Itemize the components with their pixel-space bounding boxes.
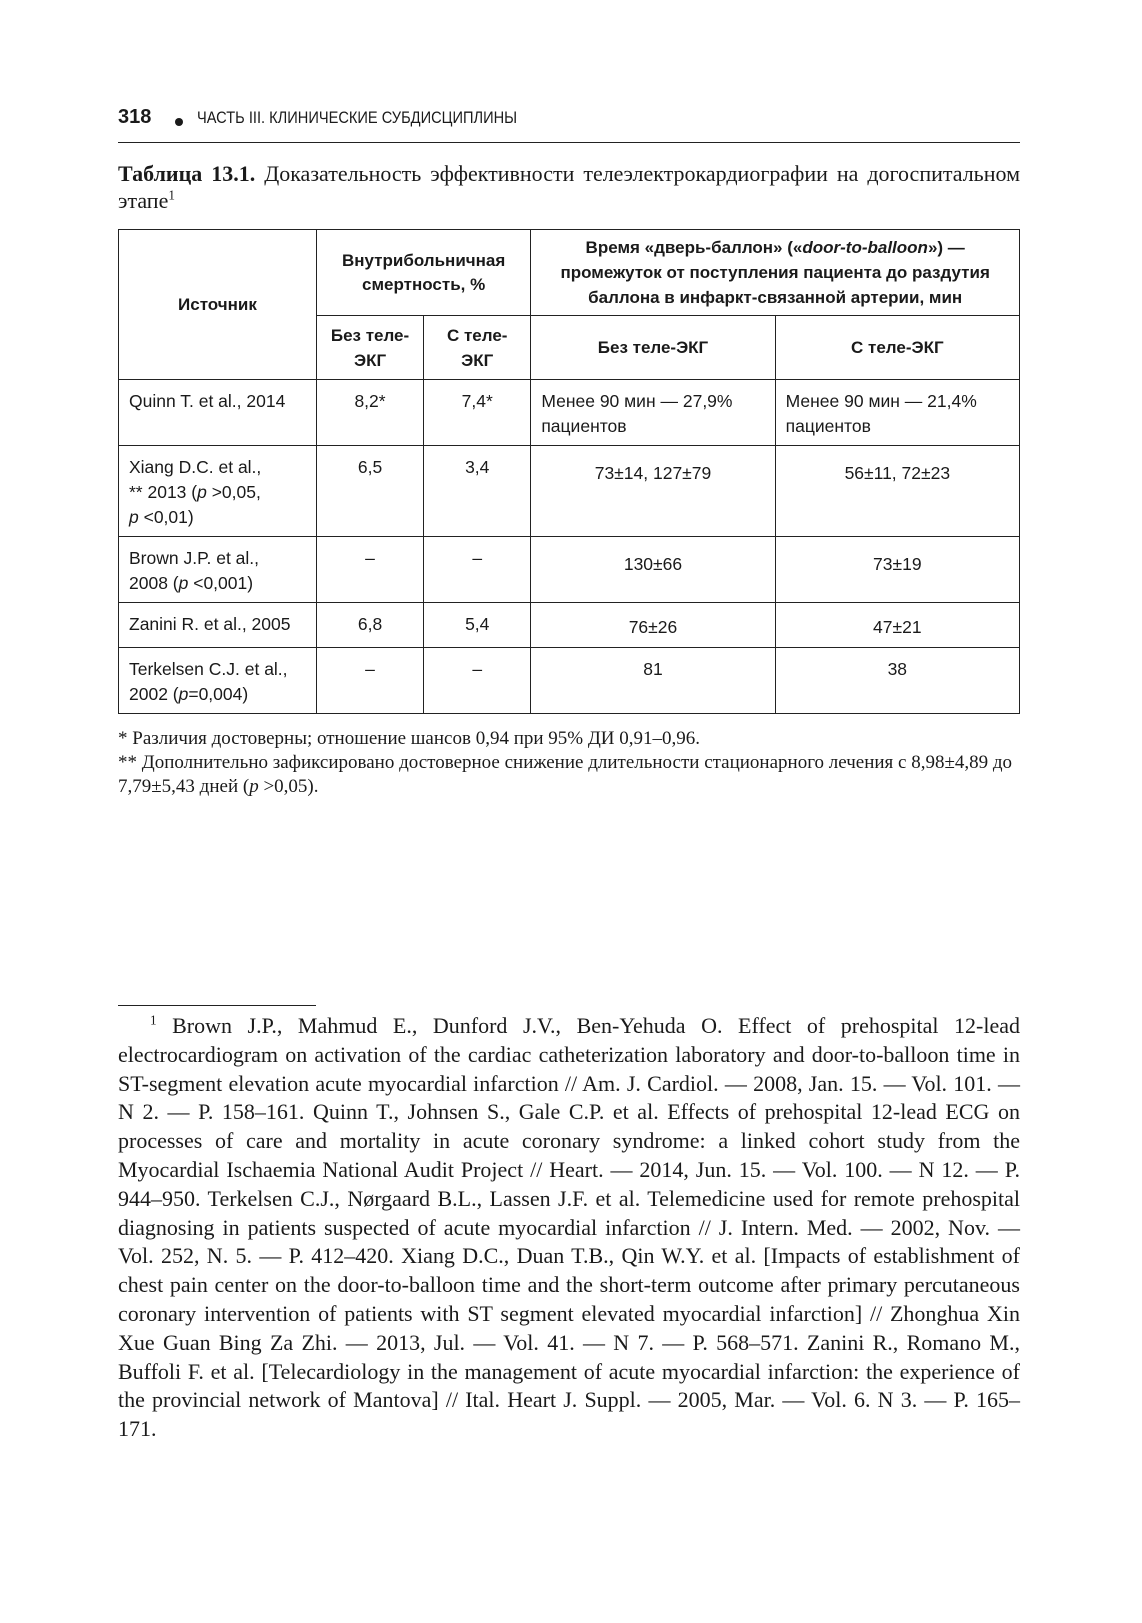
row-time-with: 47±21 xyxy=(775,603,1019,648)
row-time-without: 130±66 xyxy=(531,537,775,603)
running-header xyxy=(118,102,1020,143)
header-door-to-balloon: Время «дверь-баллон» («door-to-balloon») — промежуток от поступления пациента до раздутия баллона в инфаркт-связанной артерии, мин xyxy=(531,230,1020,316)
subheader-mort-without: Без теле-ЭКГ xyxy=(316,316,423,380)
footnote-ref: 1 xyxy=(168,187,175,203)
table-notes xyxy=(118,727,1020,799)
row-mort-with: 7,4* xyxy=(424,380,531,446)
table-header-row xyxy=(119,230,1020,316)
page-number: 318 xyxy=(118,106,152,128)
footnote-text: Brown J.P., Mahmud E., Dunford J.V., Ben-Yehuda O. Effect of prehospital 12-lead electrocardiogram on activation of the cardiac catheterization laboratory and door-to-balloon time in ST-segment elevation acute myocardial infarction // Am. J. Cardiol. — 2008, Jan. 15. — Vol. 101. — N 2. — P. 158–161. Quinn T., Johnsen S., Gale C.P. et al. Effects of prehospital 12-lead ECG on processes of care and mortality in acute coronary syndrome: a linked cohort study from the Myocardial Ischaemia National Audit Project // Heart. — 2014, Jun. 15. — Vol. 100. — N 12. — P. 944–950. Terkelsen C.J., Nørgaard B.L., Lassen J.F. et al. Telemedicine used for remote prehospital diagnosing in patients suspected of acute myocardial infarction // J. Intern. Med. — 2002, Nov. — Vol. 252, N. 5. — P. 412–420. Xiang D.C., Duan T.B., Qin W.Y. et al. [Impacts of establishment of chest pain center on the door-to-balloon time and the short-term outcome after primary percutaneous coronary intervention of patients with ST segment elevated myocardial infarction] // Zhonghua Xin Xue Guan Bing Za Zhi. — 2013, Jul. — Vol. 41. — N 7. — P. 568–571. Zanini R., Romano M., Buffoli F. et al. [Telecardiology in the management of acute myocardial infarction: the experience of the provincial network of Mantova] // Ital. Heart J. Suppl. — 2005, Mar. — Vol. 6. N 3. — P. 165–171. xyxy=(118,1013,1020,1442)
table-row xyxy=(119,537,1020,603)
subheader-time-with: С теле-ЭКГ xyxy=(775,316,1019,380)
row-time-without: 81 xyxy=(531,648,775,714)
row-time-with: Менее 90 мин — 21,4% пациентов xyxy=(775,380,1019,446)
row-time-with: 38 xyxy=(775,648,1019,714)
table-row xyxy=(119,380,1020,446)
subheader-time-without: Без теле-ЭКГ xyxy=(531,316,775,380)
row-mort-without: 8,2* xyxy=(316,380,423,446)
header-source: Источник xyxy=(119,230,317,380)
row-mort-without: – xyxy=(316,537,423,603)
row-mort-without: 6,8 xyxy=(316,603,423,648)
row-source: Terkelsen C.J. et al., 2002 (p=0,004) xyxy=(119,648,317,714)
bullet-icon xyxy=(175,118,183,126)
note-significance: * Различия достоверны; отношение шансов 0,94 при 95% ДИ 0,91–0,96. xyxy=(118,728,701,749)
row-mort-with: 3,4 xyxy=(424,446,531,537)
footnote-divider xyxy=(118,1005,316,1006)
header-mortality: Внутрибольничная смертность, % xyxy=(316,230,530,316)
table-row xyxy=(119,648,1020,714)
footnote xyxy=(118,1012,1020,1444)
row-mort-with: – xyxy=(424,648,531,714)
row-source: Quinn T. et al., 2014 xyxy=(119,380,317,446)
row-time-without: 76±26 xyxy=(531,603,775,648)
row-time-with: 73±19 xyxy=(775,537,1019,603)
row-source: Brown J.P. et al., 2008 (p <0,001) xyxy=(119,537,317,603)
row-time-with: 56±11, 72±23 xyxy=(775,446,1019,537)
table-row xyxy=(119,446,1020,537)
row-time-without: Менее 90 мин — 27,9% пациентов xyxy=(531,380,775,446)
row-mort-with: – xyxy=(424,537,531,603)
part-title: ЧАСТЬ III. КЛИНИЧЕСКИЕ СУБДИСЦИПЛИНЫ xyxy=(197,108,518,127)
row-mort-without: – xyxy=(316,648,423,714)
subheader-mort-with: С теле-ЭКГ xyxy=(424,316,531,380)
table-label: Таблица 13.1. xyxy=(118,161,256,186)
evidence-table xyxy=(118,229,1020,714)
door-to-balloon-term: door-to-balloon xyxy=(802,238,928,257)
row-source: Xiang D.C. et al., ** 2013 (p >0,05, p <0,01) xyxy=(119,446,317,537)
row-time-without: 73±14, 127±79 xyxy=(531,446,775,537)
table-caption xyxy=(118,160,1020,214)
note-hospital-stay: ** Дополнительно зафиксировано достоверное снижение длительности стационарного лечения с 8,98±4,89 до 7,79±5,43 дней (p >0,05). xyxy=(118,752,1013,797)
footnote-marker: 1 xyxy=(150,1012,157,1028)
table-title: Доказательность эффективности телеэлектрокардиографии на догоспитальном этапе xyxy=(118,161,1020,213)
row-mort-without: 6,5 xyxy=(316,446,423,537)
row-source: Zanini R. et al., 2005 xyxy=(119,603,317,648)
row-mort-with: 5,4 xyxy=(424,603,531,648)
table-row xyxy=(119,603,1020,648)
